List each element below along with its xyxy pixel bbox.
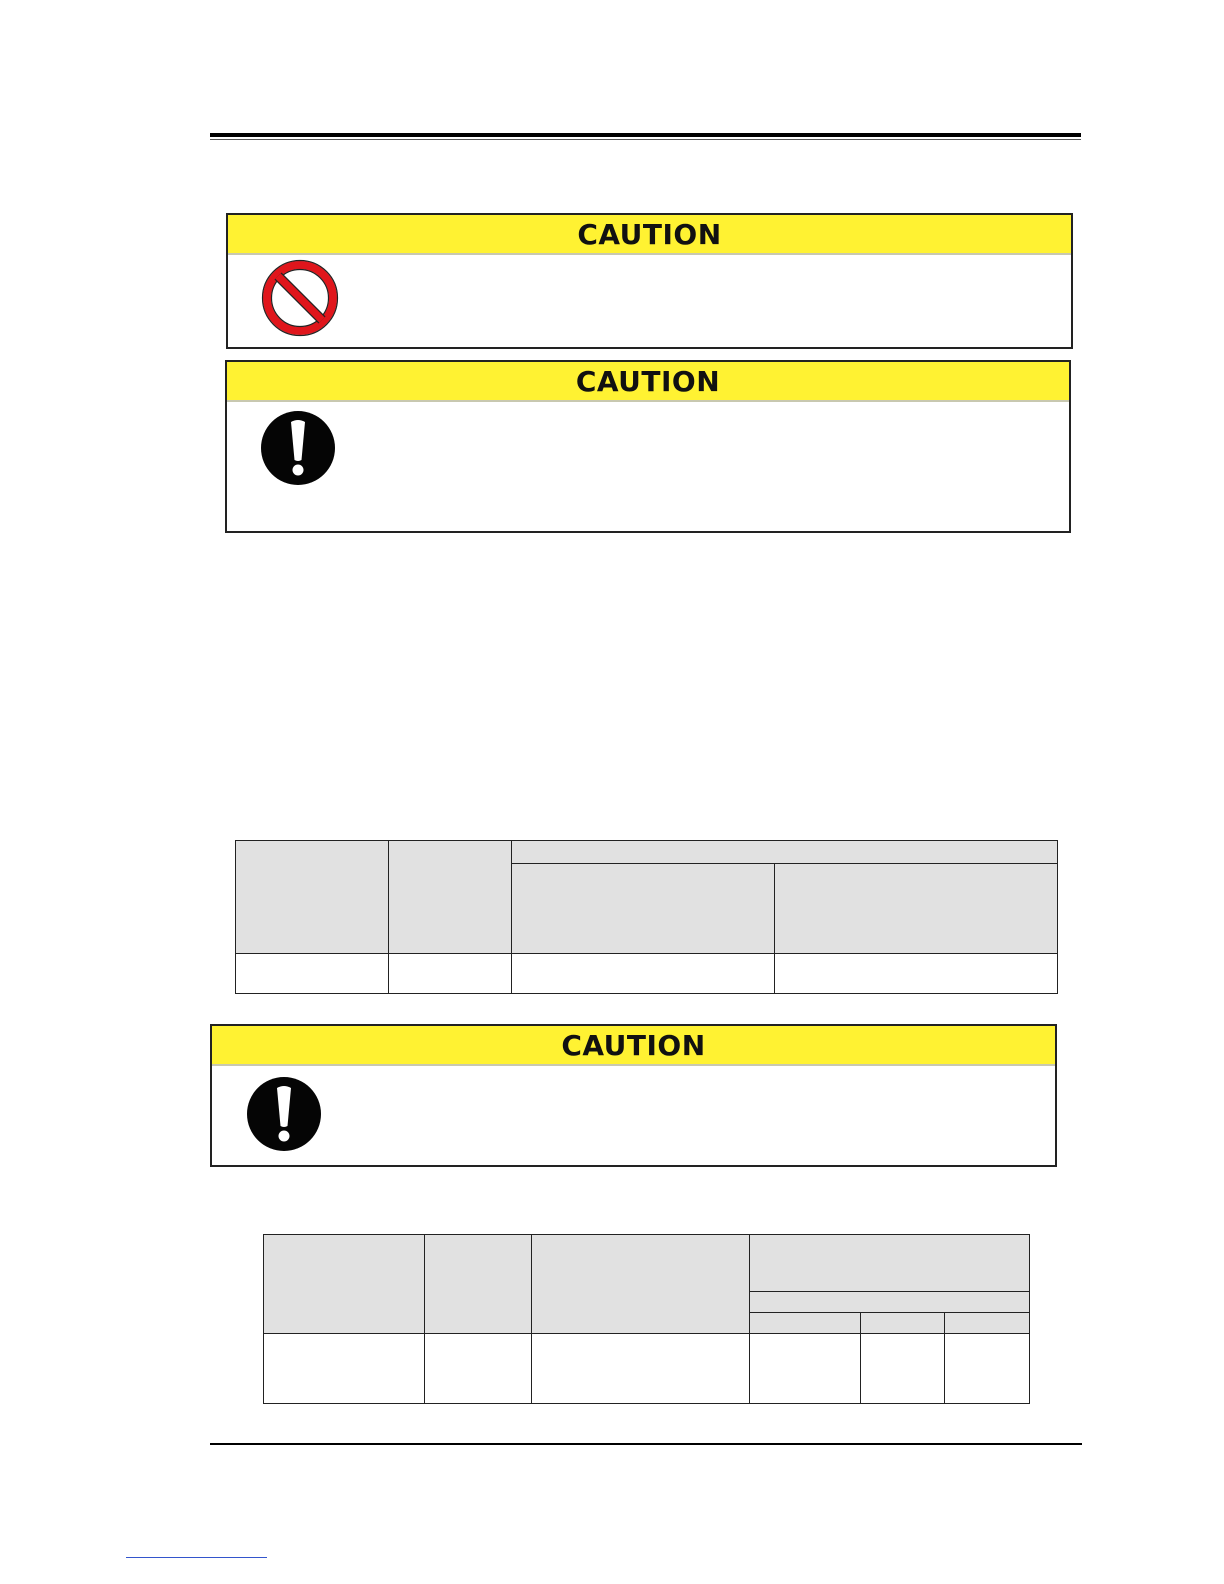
spec-table-1 — [235, 840, 1058, 994]
table-header-cell — [512, 841, 1058, 864]
table-cell — [264, 1334, 425, 1404]
table-header-cell — [945, 1313, 1030, 1334]
table-cell — [236, 954, 389, 994]
table-cell — [775, 954, 1058, 994]
table-header-cell — [750, 1235, 1030, 1292]
spec-table-2 — [263, 1234, 1030, 1404]
table-cell — [512, 954, 775, 994]
table-header-cell — [389, 841, 512, 954]
caution-heading: CAUTION — [212, 1026, 1055, 1066]
table-cell — [389, 954, 512, 994]
table-cell — [425, 1334, 532, 1404]
footer-link-underline[interactable] — [126, 1557, 267, 1558]
caution-heading: CAUTION — [227, 362, 1069, 402]
table-header-cell — [861, 1313, 945, 1334]
table-header-cell — [264, 1235, 425, 1334]
header-rule — [210, 133, 1081, 137]
table-header-cell — [750, 1292, 1030, 1313]
table-cell — [945, 1334, 1030, 1404]
caution-box-1 — [226, 213, 1073, 349]
table-cell — [532, 1334, 750, 1404]
table-header-cell — [532, 1235, 750, 1334]
prohibition-icon — [261, 259, 339, 341]
mandatory-action-icon — [260, 410, 336, 490]
header-rule-thin — [210, 139, 1081, 140]
caution-box-2 — [225, 360, 1071, 533]
table-cell — [861, 1334, 945, 1404]
mandatory-action-icon — [246, 1076, 322, 1156]
table-header-cell — [236, 841, 389, 954]
table-header-cell — [750, 1313, 861, 1334]
table-cell — [750, 1334, 861, 1404]
caution-box-3 — [210, 1024, 1057, 1167]
table-header-cell — [775, 864, 1058, 954]
footer-rule — [210, 1443, 1082, 1445]
caution-heading: CAUTION — [228, 215, 1071, 255]
table-header-cell — [512, 864, 775, 954]
table-header-cell — [425, 1235, 532, 1334]
